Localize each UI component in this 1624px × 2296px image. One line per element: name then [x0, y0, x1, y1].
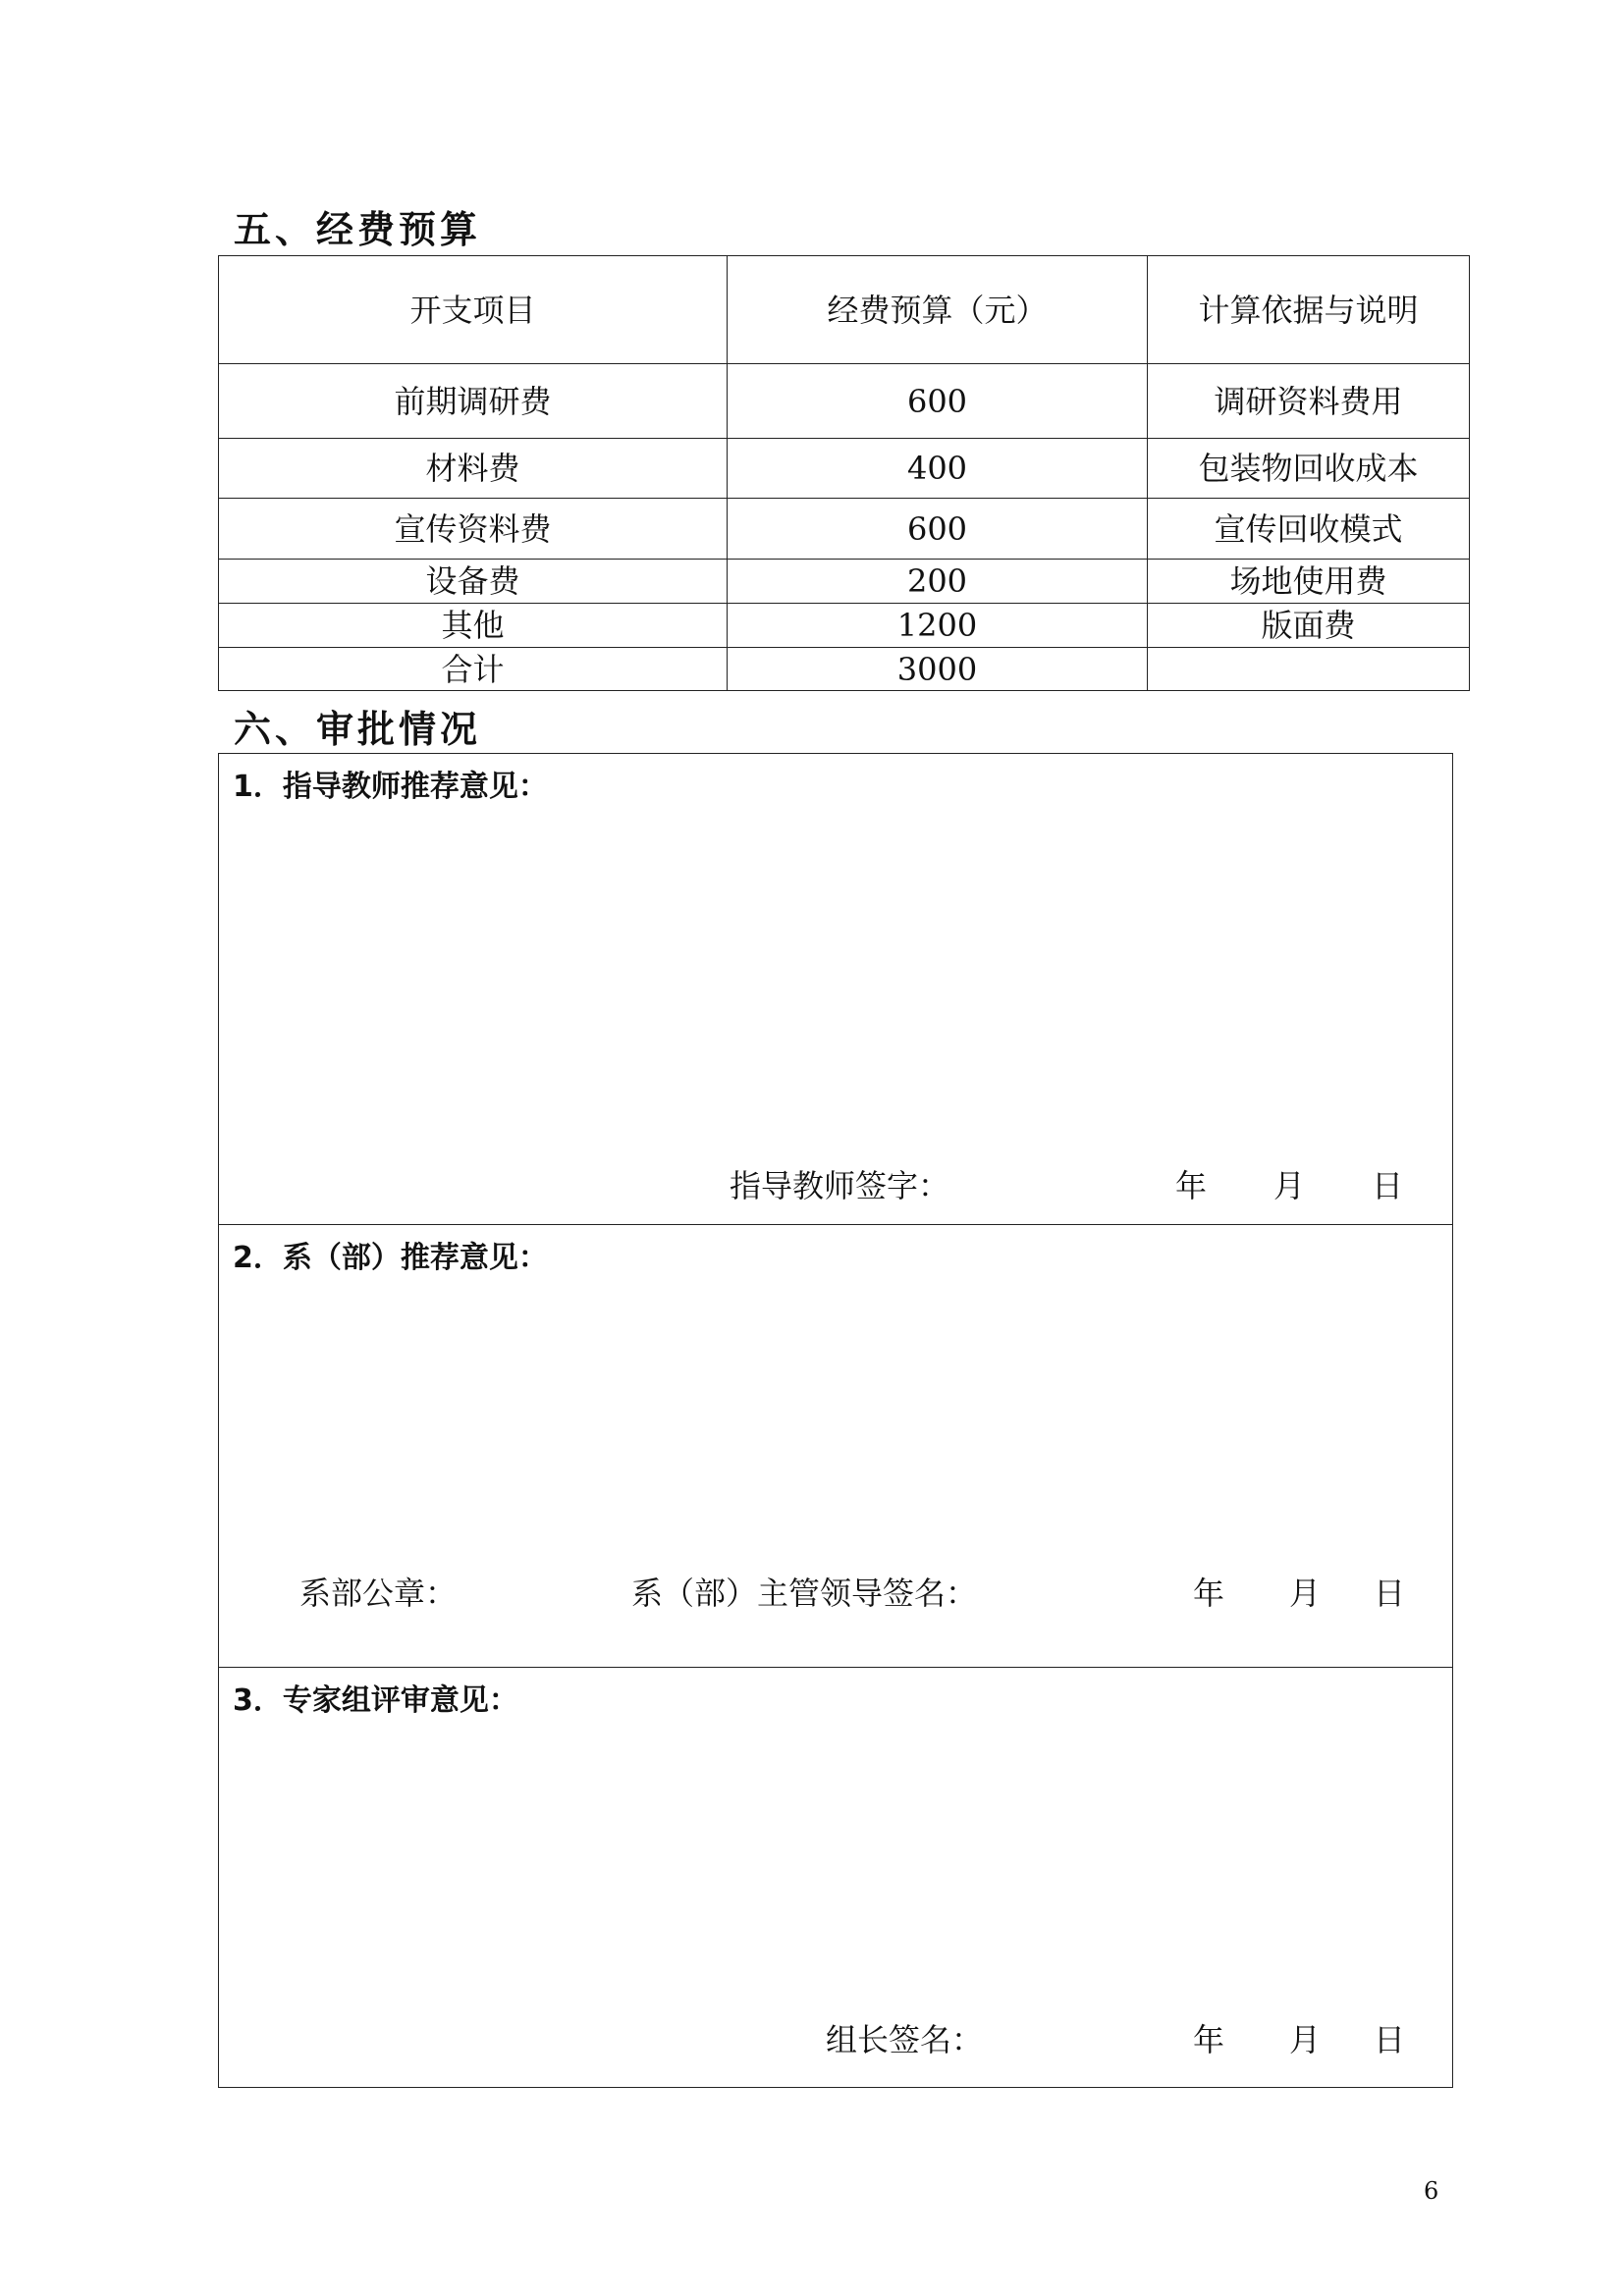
expert-day: 日: [1374, 2021, 1406, 2058]
row-amount: 1200: [728, 604, 1148, 648]
budget-total-row: [219, 648, 1470, 691]
row-amount: 600: [728, 499, 1148, 560]
header-basis: 计算依据与说明: [1148, 256, 1470, 364]
advisor-day: 日: [1372, 1167, 1404, 1204]
expert-month: 月: [1289, 2021, 1322, 2058]
row-basis: 场地使用费: [1148, 560, 1470, 604]
expert-year: 年: [1193, 2021, 1225, 2058]
department-year: 年: [1193, 1575, 1225, 1612]
expert-opinion-title: 3．专家组评审意见：: [233, 1683, 518, 1718]
advisor-month: 月: [1273, 1167, 1306, 1204]
expert-signature-label: 组长签名：: [826, 2021, 984, 2058]
advisor-opinion-title: 1．指导教师推荐意见：: [233, 770, 548, 804]
total-amount: 3000: [728, 648, 1148, 691]
row-item: 设备费: [219, 560, 728, 604]
row-basis: 宣传回收模式: [1148, 499, 1470, 560]
advisor-signature-label: 指导教师签字：: [730, 1167, 950, 1204]
budget-section-title: 五、经费预算: [234, 208, 482, 251]
budget-row: [219, 499, 1470, 560]
budget-row: [219, 560, 1470, 604]
approval-section-title: 六、审批情况: [234, 708, 482, 751]
page-number: 6: [1424, 2177, 1439, 2205]
row-basis: 调研资料费用: [1148, 364, 1470, 439]
department-opinion-title: 2．系（部）推荐意见：: [233, 1241, 548, 1275]
row-item: 前期调研费: [219, 364, 728, 439]
row-amount: 400: [728, 439, 1148, 499]
row-item: 宣传资料费: [219, 499, 728, 560]
budget-row: [219, 604, 1470, 648]
department-month: 月: [1289, 1575, 1322, 1612]
department-day: 日: [1374, 1575, 1406, 1612]
advisor-opinion-section: [219, 754, 1452, 1224]
budget-header-row: [219, 256, 1470, 364]
row-amount: 600: [728, 364, 1148, 439]
header-item: 开支项目: [219, 256, 728, 364]
row-item: 其他: [219, 604, 728, 648]
row-basis: 包装物回收成本: [1148, 439, 1470, 499]
approval-box: [218, 753, 1453, 2088]
row-item: 材料费: [219, 439, 728, 499]
budget-row: [219, 364, 1470, 439]
expert-opinion-section: [219, 1667, 1452, 2089]
total-label: 合计: [219, 648, 728, 691]
budget-row: [219, 439, 1470, 499]
department-opinion-section: [219, 1224, 1452, 1667]
row-amount: 200: [728, 560, 1148, 604]
department-signature-label: 系（部）主管领导签名：: [631, 1575, 978, 1612]
department-seal-label: 系部公章：: [299, 1575, 458, 1612]
row-basis: 版面费: [1148, 604, 1470, 648]
total-basis: [1148, 648, 1470, 691]
header-amount: 经费预算（元）: [728, 256, 1148, 364]
budget-table: [218, 255, 1470, 691]
advisor-year: 年: [1175, 1167, 1208, 1204]
